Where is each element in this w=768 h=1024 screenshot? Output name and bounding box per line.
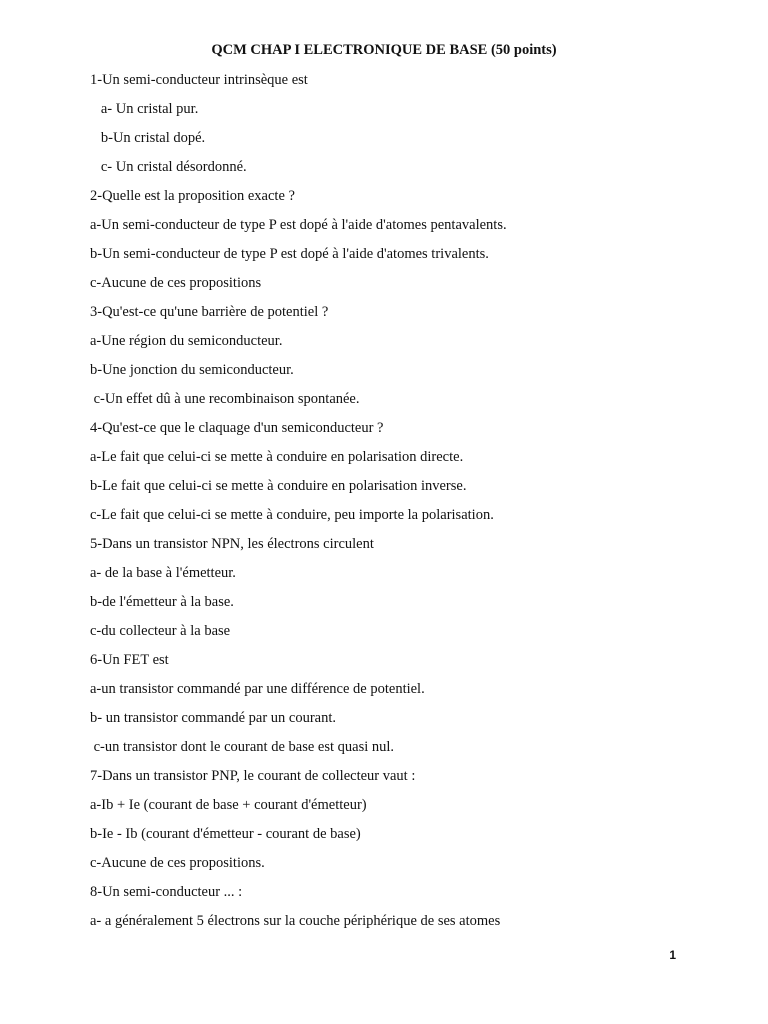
answer-line: c-Le fait que celui-ci se mette à conduire, peu importe la polarisation. (90, 507, 494, 523)
answer-line: b-Ie - Ib (courant d'émetteur - courant de base) (90, 826, 361, 842)
question-line: 3-Qu'est-ce qu'une barrière de potentiel ? (90, 304, 329, 320)
answer-line: b- un transistor commandé par un courant. (90, 710, 337, 726)
answer-line: c-un transistor dont le courant de base est quasi nul. (90, 739, 395, 755)
question-line: 6-Un FET est (90, 652, 169, 668)
answer-line: b-Un semi-conducteur de type P est dopé à l'aide d'atomes trivalents. (90, 246, 489, 262)
answer-line: a-Une région du semiconducteur. (90, 333, 283, 349)
answer-line: c-Aucune de ces propositions. (90, 855, 265, 871)
question-line: 2-Quelle est la proposition exacte ? (90, 188, 295, 204)
answer-line: a-un transistor commandé par une différence de potentiel. (90, 681, 425, 697)
question-list (90, 70, 730, 940)
answer-line: a- Un cristal pur. (90, 101, 199, 117)
answer-line: a- a généralement 5 électrons sur la couche périphérique de ses atomes (90, 913, 501, 929)
answer-line: b-Une jonction du semiconducteur. (90, 362, 294, 378)
page-number: 1 (669, 948, 676, 962)
answer-line: a-Ib + Ie (courant de base + courant d'émetteur) (90, 797, 367, 813)
document-title: QCM CHAP I ELECTRONIQUE DE BASE (50 points) (211, 42, 557, 58)
answer-line: b-Le fait que celui-ci se mette à conduire en polarisation inverse. (90, 478, 467, 494)
question-line: 5-Dans un transistor NPN, les électrons circulent (90, 536, 374, 552)
answer-line: b-Un cristal dopé. (90, 130, 206, 146)
answer-line: b-de l'émetteur à la base. (90, 594, 234, 610)
question-line: 7-Dans un transistor PNP, le courant de collecteur vaut : (90, 768, 416, 784)
answer-line: c-du collecteur à la base (90, 623, 231, 639)
question-line: 4-Qu'est-ce que le claquage d'un semiconducteur ? (90, 420, 384, 436)
answer-line: a-Un semi-conducteur de type P est dopé à l'aide d'atomes pentavalents. (90, 217, 507, 233)
answer-line: a- de la base à l'émetteur. (90, 565, 236, 581)
answer-line: c-Un effet dû à une recombinaison spontanée. (90, 391, 360, 407)
answer-line: c-Aucune de ces propositions (90, 275, 262, 291)
question-line: 1-Un semi-conducteur intrinsèque est (90, 72, 308, 88)
answer-line: c- Un cristal désordonné. (90, 159, 247, 175)
question-line: 8-Un semi-conducteur ... : (90, 884, 243, 900)
answer-line: a-Le fait que celui-ci se mette à conduire en polarisation directe. (90, 449, 464, 465)
